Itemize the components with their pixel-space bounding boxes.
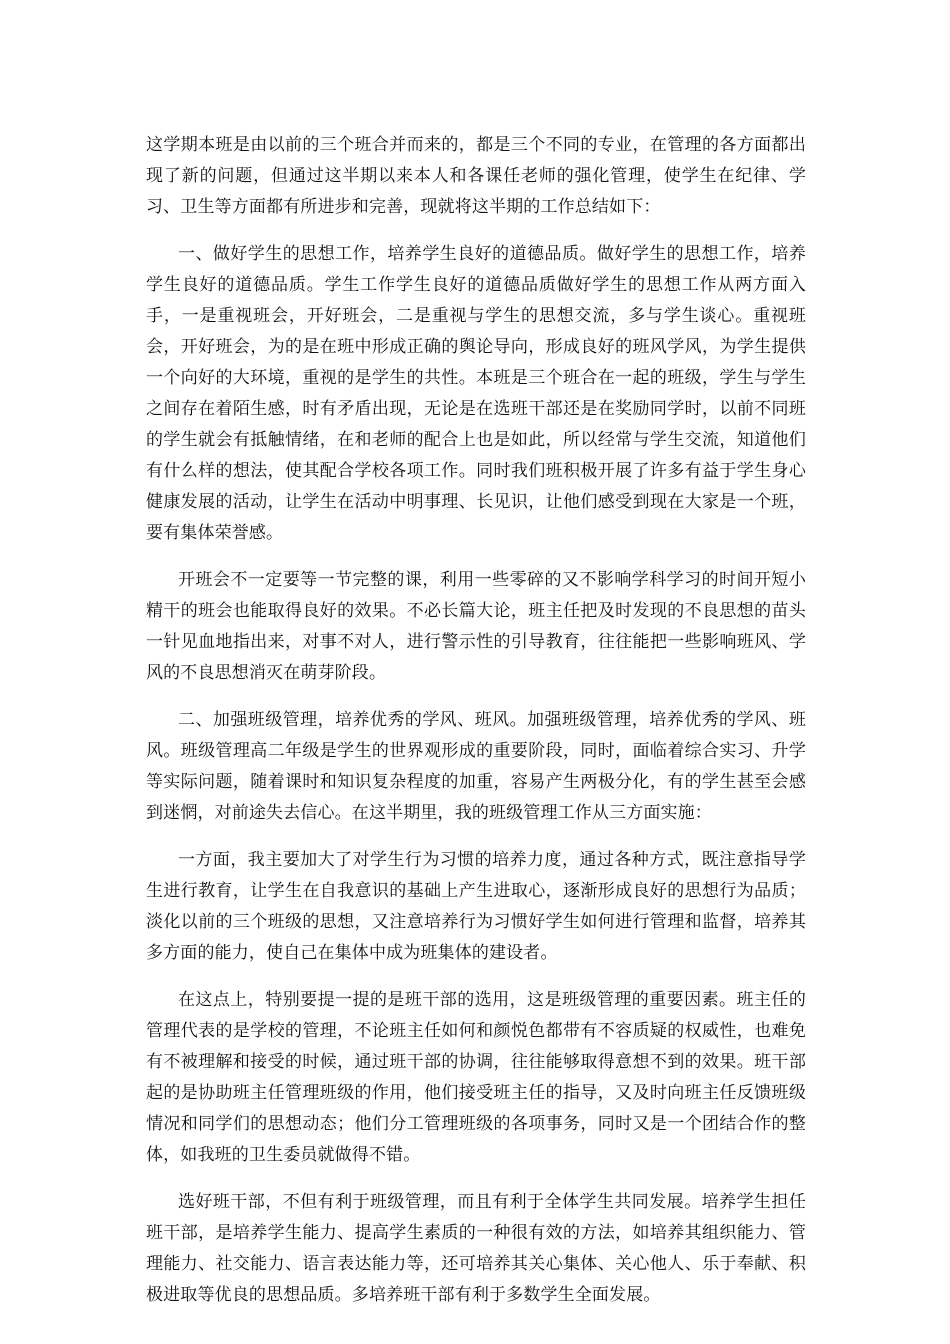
class-cadre-benefits-paragraph: 选好班干部，不但有利于班级管理，而且有利于全体学生共同发展。培养学生担任班干部，是培养学生能力、提高学生素质的一种很有效的方法，如培养其组织能力、管理能力、社交能力、语言表达能力等，还可培养其关心集体、关心他人、乐于奉献、积极进取等优良的思想品质。多培养班干部有利于多数学生全面发展。	[146, 1192, 806, 1305]
section-one-paragraph: 一、做好学生的思想工作，培养学生良好的道德品质。做好学生的思想工作，培养学生良好的道德品质。学生工作学生良好的道德品质做好学生的思想工作从两方面入手，一是重视班会，开好班会，二是重视与学生的思想交流，多与学生谈心。重视班会，开好班会，为的是在班中形成正确的舆论导向，形成良好的班风学风，为学生提供一个向好的大环境，重视的是学生的共性。本班是三个班合在一起的班级，学生与学生之间存在着陌生感，时有矛盾出现，无论是在选班干部还是在奖励同学时，以前不同班的学生就会有抵触情绪，在和老师的配合上也是如此，所以经常与学生交流，知道他们有什么样的想法，使其配合学校各项工作。同时我们班积极开展了许多有益于学生身心健康发展的活动，让学生在活动中明事理、长见识，让他们感受到现在大家是一个班，要有集体荣誉感。	[146, 244, 806, 543]
intro-paragraph: 这学期本班是由以前的三个班合并而来的，都是三个不同的专业，在管理的各方面都出现了新的问题，但通过这半期以来本人和各课任老师的强化管理，使学生在纪律、学习、卫生等方面都有所进步和完善，现就将这半期的工作总结如下：	[146, 135, 806, 217]
class-cadre-selection-paragraph: 在这点上，特别要提一提的是班干部的选用，这是班级管理的重要因素。班主任的管理代表的是学校的管理，不论班主任如何和颜悦色都带有不容质疑的权威性，也难免有不被理解和接受的时候，通过班干部的协调，往往能够取得意想不到的效果。班干部起的是协助班主任管理班级的作用，他们接受班主任的指导，又及时向班主任反馈班级情况和同学们的思想动态；他们分工管理班级的各项事务，同时又是一个团结合作的整体，如我班的卫生委员就做得不错。	[146, 990, 806, 1165]
behavior-habits-paragraph: 一方面，我主要加大了对学生行为习惯的培养力度，通过各种方式，既注意指导学生进行教育，让学生在自我意识的基础上产生进取心，逐渐形成良好的思想行为品质；淡化以前的三个班级的思想，又注意培养行为习惯好学生如何进行管理和监督，培养其多方面的能力，使自己在集体中成为班集体的建设者。	[146, 850, 806, 963]
section-two-paragraph: 二、加强班级管理，培养优秀的学风、班风。加强班级管理，培养优秀的学风、班风。班级管理高二年级是学生的世界观形成的重要阶段，同时，面临着综合实习、升学等实际问题，随着课时和知识复杂程度的加重，容易产生两极分化，有的学生甚至会感到迷惘，对前途失去信心。在这半期里，我的班级管理工作从三方面实施：	[146, 710, 806, 823]
document-body	[146, 130, 806, 1327]
class-meeting-paragraph: 开班会不一定要等一节完整的课，利用一些零碎的又不影响学科学习的时间开短小精干的班会也能取得良好的效果。不必长篇大论，班主任把及时发现的不良思想的苗头一针见血地指出来，对事不对人，进行警示性的引导教育，往往能把一些影响班风、学风的不良思想消灭在萌芽阶段。	[146, 570, 806, 683]
